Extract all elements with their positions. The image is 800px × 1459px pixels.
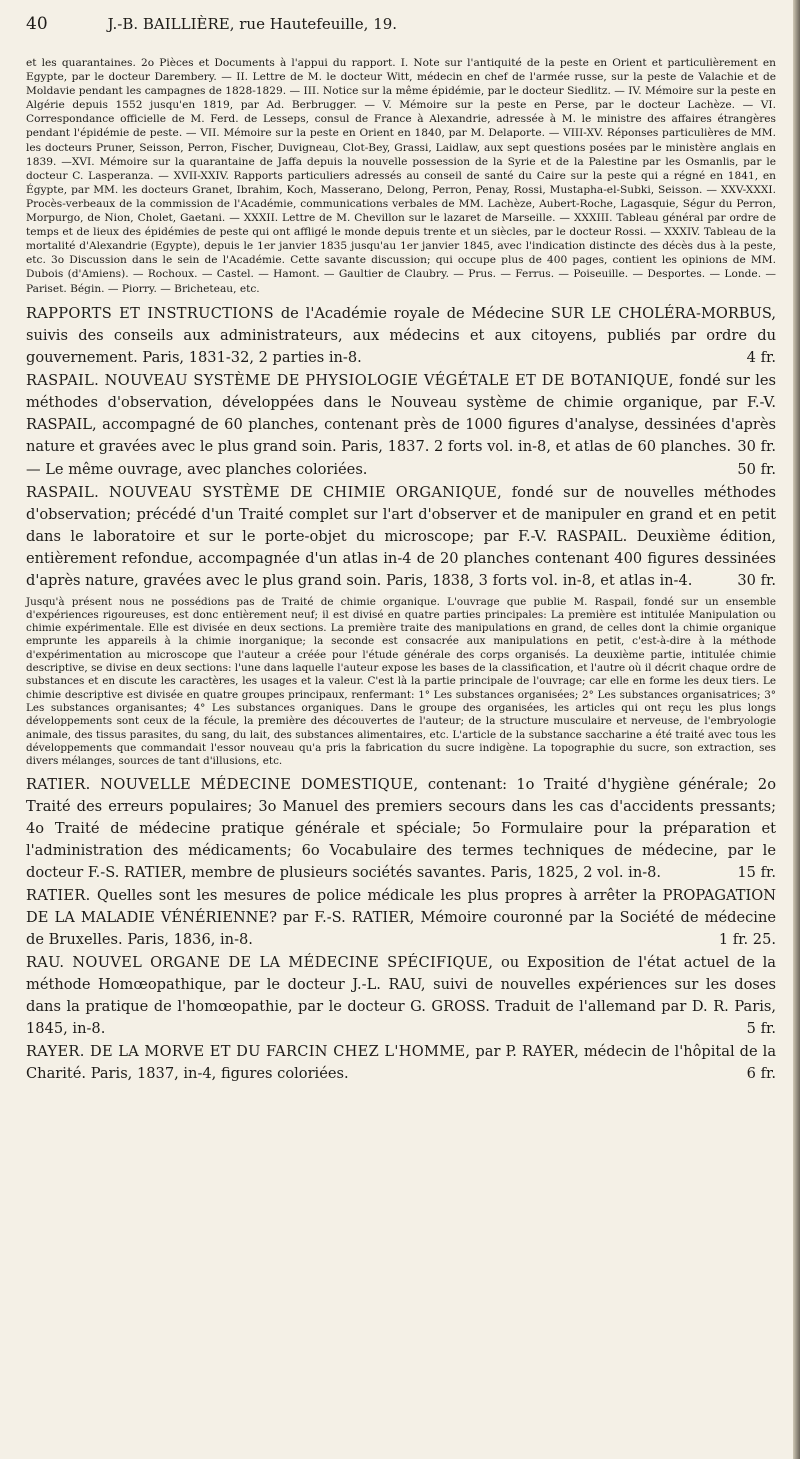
raspail-note: Jusqu'à présent nous ne possédions pas de Traité de chimie organique. L'ouvrage que publie M. Raspail, fondé sur un ensemble d'expériences rigoureuses, est donc entièrement neuf; il est divisé en quatre parties principales: La première est intitulée Manipulation ou chimie expérimentale. Elle est divisée en deux sections. La première traite des manipulations en grand, de celles dont la chimie organique emprunte les appareils à la chimie inorganique; la seconde est consacrée aux manipulations en petit, c'est-à-dire à la méthode d'expérimentation au microscope que l'auteur a créée pour l'étude générale des corps organisés. La deuxième partie, intitulée chimie descriptive, se divise en deux sections: l'une dans laquelle l'auteur expose les bases de la classification, et l'autre où il décrit chaque ordre de substances et en discute les caractères, les usages et la valeur. C'est là la partie principale de l'ouvrage; car elle en forme les deux tiers. Le chimie descriptive est divisée en quatre groupes principaux, renfermant: 1° Les substances organisées; 2° Les substances organisatrices; 3° Les substances organisantes; 4° Les substances organiques. Dans le groupe des organisées, les articles qui ont reçu les plus longs développements sont ceux de la fécule, la première des découvertes de l'auteur; de la structure musculaire et nerveuse, de l'embryologie animale, des tissus parasites, du sang, du lait, des substances alimentaires, etc. L'article de la substance saccharine a été traité avec tous les développements que commandait l'essor nouveau qu'a pris la fabrication du sucre indigène. La topographie du sucre, son extraction, ses divers mélanges, sources de tant d'illusions, etc. [26, 595, 776, 768]
entry-price: 4 fr. [746, 348, 776, 366]
entry-text: de l'Académie royale de Médecine SUR LE CHOLÉRA-MORBUS, suivis des conseils aux administrateurs, aux médecins et aux citoyens, publiés par ordre du gouvernement. Paris, 1831-32, 2 parties in-8. [26, 304, 776, 366]
entry-author: RATIER. [26, 887, 91, 905]
entry-author: RATIER. NOUVELLE MÉDECINE DOMESTIQUE, [26, 776, 419, 794]
entry-author: RASPAIL. NOUVEAU SYSTÈME DE CHIMIE ORGANIQUE, [26, 483, 503, 501]
page-number: 40 [26, 14, 48, 34]
entry-list-2 [26, 774, 776, 1085]
entry-text: par P. RAYER, médecin de l'hôpital de la Charité. Paris, 1837, in-4, figures coloriées. [26, 1043, 777, 1083]
entry-author: RASPAIL. NOUVEAU SYSTÈME DE PHYSIOLOGIE VÉGÉTALE ET DE BOTANIQUE, [26, 371, 674, 389]
entry-text: fondé sur de nouvelles méthodes d'observation; précédé d'un Traité complet sur l'art d'observer et de manipuler en grand et en petit dans le laboratoire et sur le porte-objet du microscope; par F.-V. RASPAIL. Deuxième édition, entièrement refondue, accompagnée d'un atlas in-4 de 20 planches contenant 400 figures dessinées d'après nature, gravées avec le plus grand soin. Paris, 1838, 3 forts vol. in-8, et atlas in-4. [26, 483, 777, 589]
entry-author: RAU. NOUVEL ORGANE DE LA MÉDECINE SPÉCIFIQUE, [26, 954, 494, 972]
entry-price: 1 fr. 25. [718, 931, 776, 949]
entry-text: contenant: 1o Traité d'hygiène générale; 2o Traité des erreurs populaires; 3o Manuel des premiers secours dans les cas d'accidents pressants; 4o Traité de médecine pratique générale et spéciale; 5o Formulaire pour la préparation et l'administration des médicaments; 6o Vocabulaire des termes techniques de médecine, par le docteur F.-S. RATIER, membre de plusieurs sociétés savantes. Paris, 1825, 2 vol. in-8. [26, 776, 777, 882]
catalog-entry [26, 370, 776, 458]
entry-text: fondé sur les méthodes d'observation, développées dans le Nouveau système de chimie organique, par F.-V. RASPAIL, accompagné de 60 planches, contenant près de 1000 figures d'analyse, dessinées d'après nature et gravées avec le plus grand soin. Paris, 1837. 2 forts vol. in-8, et atlas de 60 planches. [26, 371, 776, 455]
entry-price: 30 fr. [737, 571, 776, 589]
catalog-entry [26, 1041, 776, 1085]
entry-price: 50 fr. [737, 460, 776, 478]
catalog-entry [26, 952, 776, 1040]
entry-text: Quelles sont les mesures de police médicale les plus propres à arrêter la PROPAGATION DE LA MALADIE VÉNÉRIENNE? par F.-S. RATIER, Mémoire couronné par la Société de médecine de Bruxelles. Paris, 1836, in-8. [26, 887, 776, 949]
entry-author: RAPPORTS ET INSTRUCTIONS [26, 304, 274, 322]
entry-price: 6 fr. [746, 1065, 776, 1083]
catalog-entry [26, 774, 776, 884]
catalog-entry [26, 885, 776, 951]
page-edge [793, 0, 800, 1459]
entry-price: 15 fr. [737, 864, 776, 882]
running-title: J.-B. BAILLIÈRE, rue Hautefeuille, 19. [107, 15, 398, 33]
entry-price: 30 fr. [737, 437, 776, 455]
entry-price: 5 fr. [746, 1020, 776, 1038]
entry-author: RAYER. DE LA MORVE ET DU FARCIN CHEZ L'HOMME, [26, 1043, 471, 1061]
catalog-entry [26, 303, 776, 369]
page-header [26, 14, 776, 34]
entry-text: ou Exposition de l'état actuel de la méthode Homœopathique, par le docteur J.-L. RAU, suivi de nouvelles expériences sur les doses dans la pratique de l'homœopathie, par le docteur G. GROSS. Traduit de l'allemand par D. R. Paris, 1845, in-8. [26, 954, 777, 1038]
entry-list [26, 303, 776, 592]
catalog-entry [26, 459, 776, 481]
entry-text: — Le même ouvrage, avec planches coloriées. [26, 460, 368, 478]
catalog-entry [26, 482, 776, 592]
continuation-text: et les quarantaines. 2o Pièces et Documents à l'appui du rapport. I. Note sur l'antiquité de la peste en Orient et particulièrement en Egypte, par le docteur Darembery. — II. Lettre de M. le docteur Witt, médecin en chef de l'armée russe, sur la peste de Valachie et de Moldavie pendant les campagnes de 1828-1829. — III. Notice sur la même épidémie, par le docteur Siedlitz. — IV. Mémoire sur la peste en Algérie depuis 1552 jusqu'en 1819, par Ad. Berbrugger. — V. Mémoire sur la peste en Perse, par le docteur Lachèze. — VI. Correspondance officielle de M. Ferd. de Lesseps, consul de France à Alexandrie, adressée à M. le ministre des affaires étrangères pendant l'épidémie de peste. — VII. Mémoire sur la peste en Orient en 1840, par M. Delaporte. — VIII-XV. Réponses particulières de MM. les docteurs Pruner, Seisson, Perron, Fischer, Duvigneau, Clot-Bey, Grassi, Laidlaw, aux sept questions posées par le ministère anglais en 1839. —XVI. Mémoire sur la quarantaine de Jaffa depuis la nouvelle possession de la Syrie et de la Palestine par les Osmanlis, par le docteur C. Lasperanza. — XVII-XXIV. Rapports particuliers adressés au conseil de santé du Caire sur la peste qui a régné en 1841, en Égypte, par MM. les docteurs Granet, Ibrahim, Koch, Masserano, Delong, Perron, Penay, Rossi, Mustapha-el-Subki, Seisson. — XXV-XXXI. Procès-verbeaux de la commission de l'Académie, communications verbales de MM. Lachèze, Aubert-Roche, Lagasquie, Ségur du Perron, Morpurgo, de Nion, Cholet, Gaetani. — XXXII. Lettre de M. Chevillon sur le lazaret de Marseille. — XXXIII. Tableau général par ordre de temps et de lieux des épidémies de peste qui ont affligé le monde depuis trente et un siècles, par le docteur Rossi. — XXXIV. Tableau de la mortalité d'Alexandrie (Egypte), depuis le 1er janvier 1835 jusqu'au 1er janvier 1845, avec l'indication distincte des décès dus à la peste, etc. 3o Discussion dans le sein de l'Académie. Cette savante discussion; qui occupe plus de 400 pages, contient les opinions de MM. Dubois (d'Amiens). — Rochoux. — Castel. — Hamont. — Gaultier de Claubry. — Prus. — Ferrus. — Poiseuille. — Desportes. — Londe. — Pariset. Bégin. — Piorry. — Bricheteau, etc. [26, 57, 776, 295]
